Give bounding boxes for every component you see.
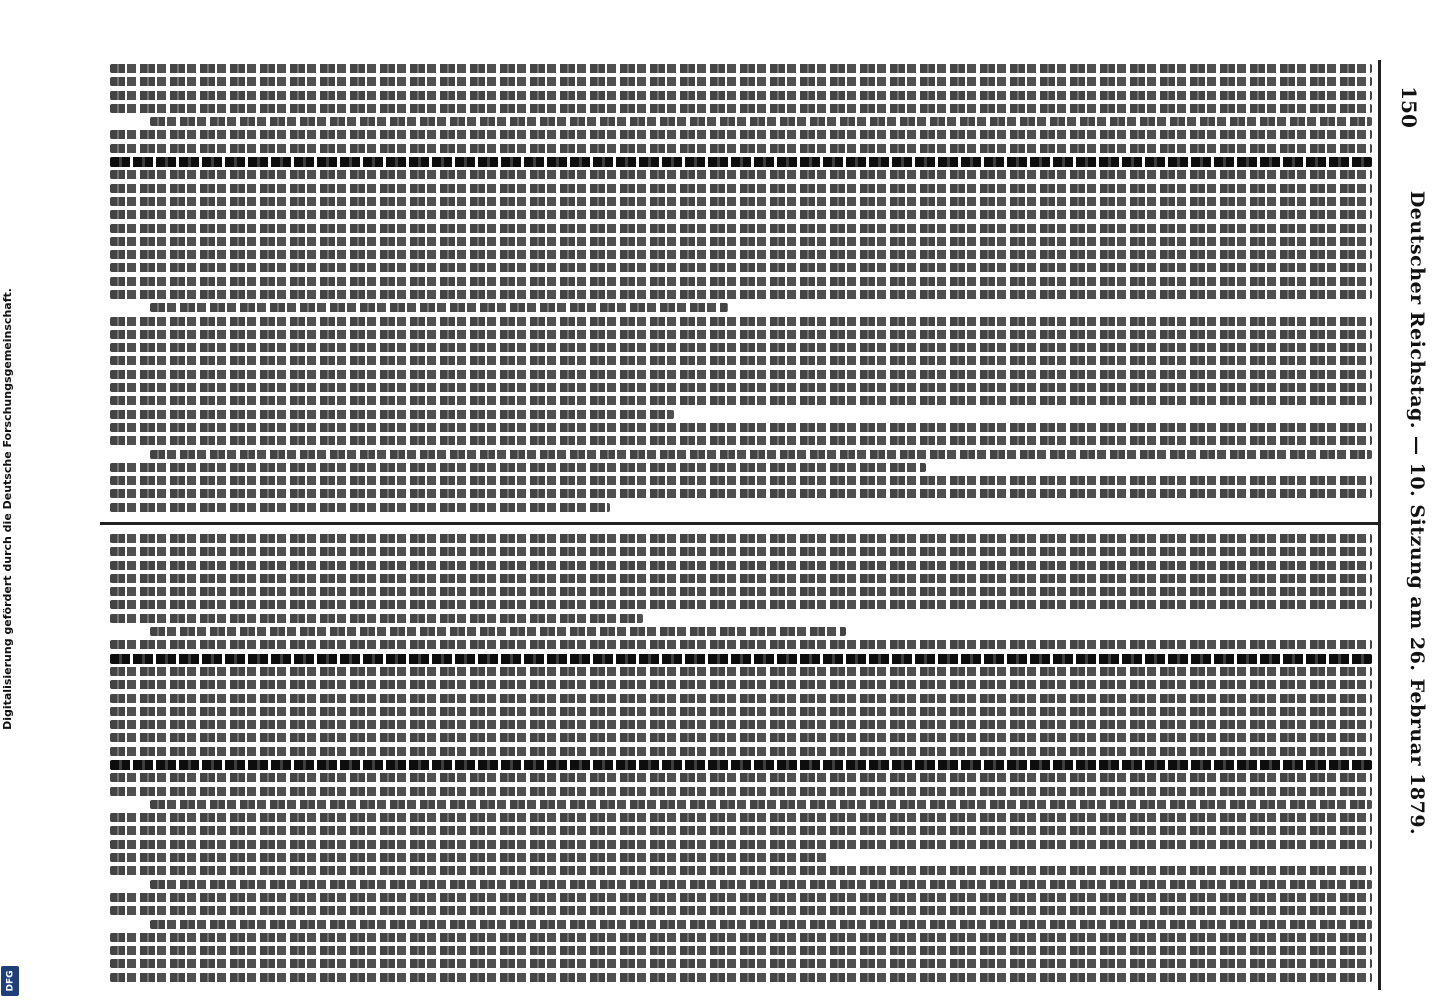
text-line — [110, 707, 1372, 716]
text-line — [110, 720, 1372, 729]
text-line — [110, 489, 1372, 498]
text-line — [110, 330, 1372, 339]
funding-notice: Digitalisierung gefördert durch die Deutsche Forschungsgemeinschaft. — [1, 288, 14, 730]
text-line — [110, 654, 1372, 664]
text-line — [110, 547, 1372, 556]
text-line — [110, 170, 1372, 179]
text-line — [110, 760, 1372, 770]
text-line — [110, 476, 1372, 485]
text-line — [110, 787, 1372, 796]
dfg-logo-icon — [1, 966, 19, 996]
text-line — [110, 144, 1372, 153]
text-line — [110, 853, 828, 862]
text-line — [110, 383, 1372, 392]
text-line — [110, 197, 1372, 206]
text-line — [110, 224, 1372, 233]
text-line — [150, 627, 846, 636]
text-line — [150, 800, 1372, 809]
text-line — [110, 184, 1372, 193]
text-line — [150, 450, 1372, 459]
text-column-bottom — [110, 532, 1372, 984]
text-line — [110, 104, 1372, 113]
text-line — [110, 290, 1372, 299]
text-line — [110, 893, 1372, 902]
text-line — [110, 237, 1372, 246]
text-line — [150, 303, 728, 312]
text-line — [110, 826, 1372, 835]
text-line — [110, 356, 1372, 365]
page-number: 150 — [1397, 86, 1421, 128]
text-line — [110, 973, 1372, 982]
text-line — [110, 130, 1372, 139]
text-line — [110, 667, 1372, 676]
text-line — [110, 680, 1372, 689]
digitization-sidebar — [0, 0, 22, 1000]
text-line — [110, 317, 1372, 326]
text-line — [110, 773, 1372, 782]
text-line — [110, 640, 1372, 649]
text-line — [110, 946, 1372, 955]
text-line — [110, 906, 1372, 915]
text-line — [110, 277, 1372, 286]
text-line — [110, 263, 1372, 272]
text-line — [110, 933, 1372, 942]
text-line — [150, 117, 1372, 126]
text-line — [110, 410, 674, 419]
text-line — [110, 370, 1372, 379]
text-line — [150, 880, 1372, 889]
dfg-logo-label: DFG — [5, 970, 16, 992]
text-line — [110, 587, 1372, 596]
text-line — [110, 210, 1372, 219]
text-line — [110, 436, 1372, 445]
text-line — [110, 91, 1372, 100]
text-line — [110, 157, 1372, 167]
text-line — [110, 343, 1372, 352]
text-line — [150, 920, 1372, 929]
page-header — [1385, 0, 1428, 1000]
text-line — [110, 64, 1372, 73]
running-title: Deutscher Reichstag. — 10. Sitzung am 26. Februar 1879. — [1406, 190, 1428, 836]
text-line — [110, 733, 1372, 742]
text-line — [110, 77, 1372, 86]
text-line — [110, 574, 1372, 583]
text-line — [110, 423, 1372, 432]
text-column-top — [110, 62, 1372, 514]
header-rule — [1378, 60, 1381, 990]
text-line — [110, 866, 1372, 875]
text-line — [110, 503, 610, 512]
text-line — [110, 840, 1372, 849]
text-line — [110, 396, 1372, 405]
text-line — [110, 959, 1372, 968]
text-line — [110, 813, 1372, 822]
text-line — [110, 463, 926, 472]
text-line — [110, 747, 1372, 756]
text-line — [110, 694, 1372, 703]
text-line — [110, 250, 1372, 259]
column-divider — [100, 522, 1380, 525]
text-line — [110, 600, 1372, 609]
text-line — [110, 614, 643, 623]
text-line — [110, 561, 1372, 570]
text-line — [110, 534, 1372, 543]
